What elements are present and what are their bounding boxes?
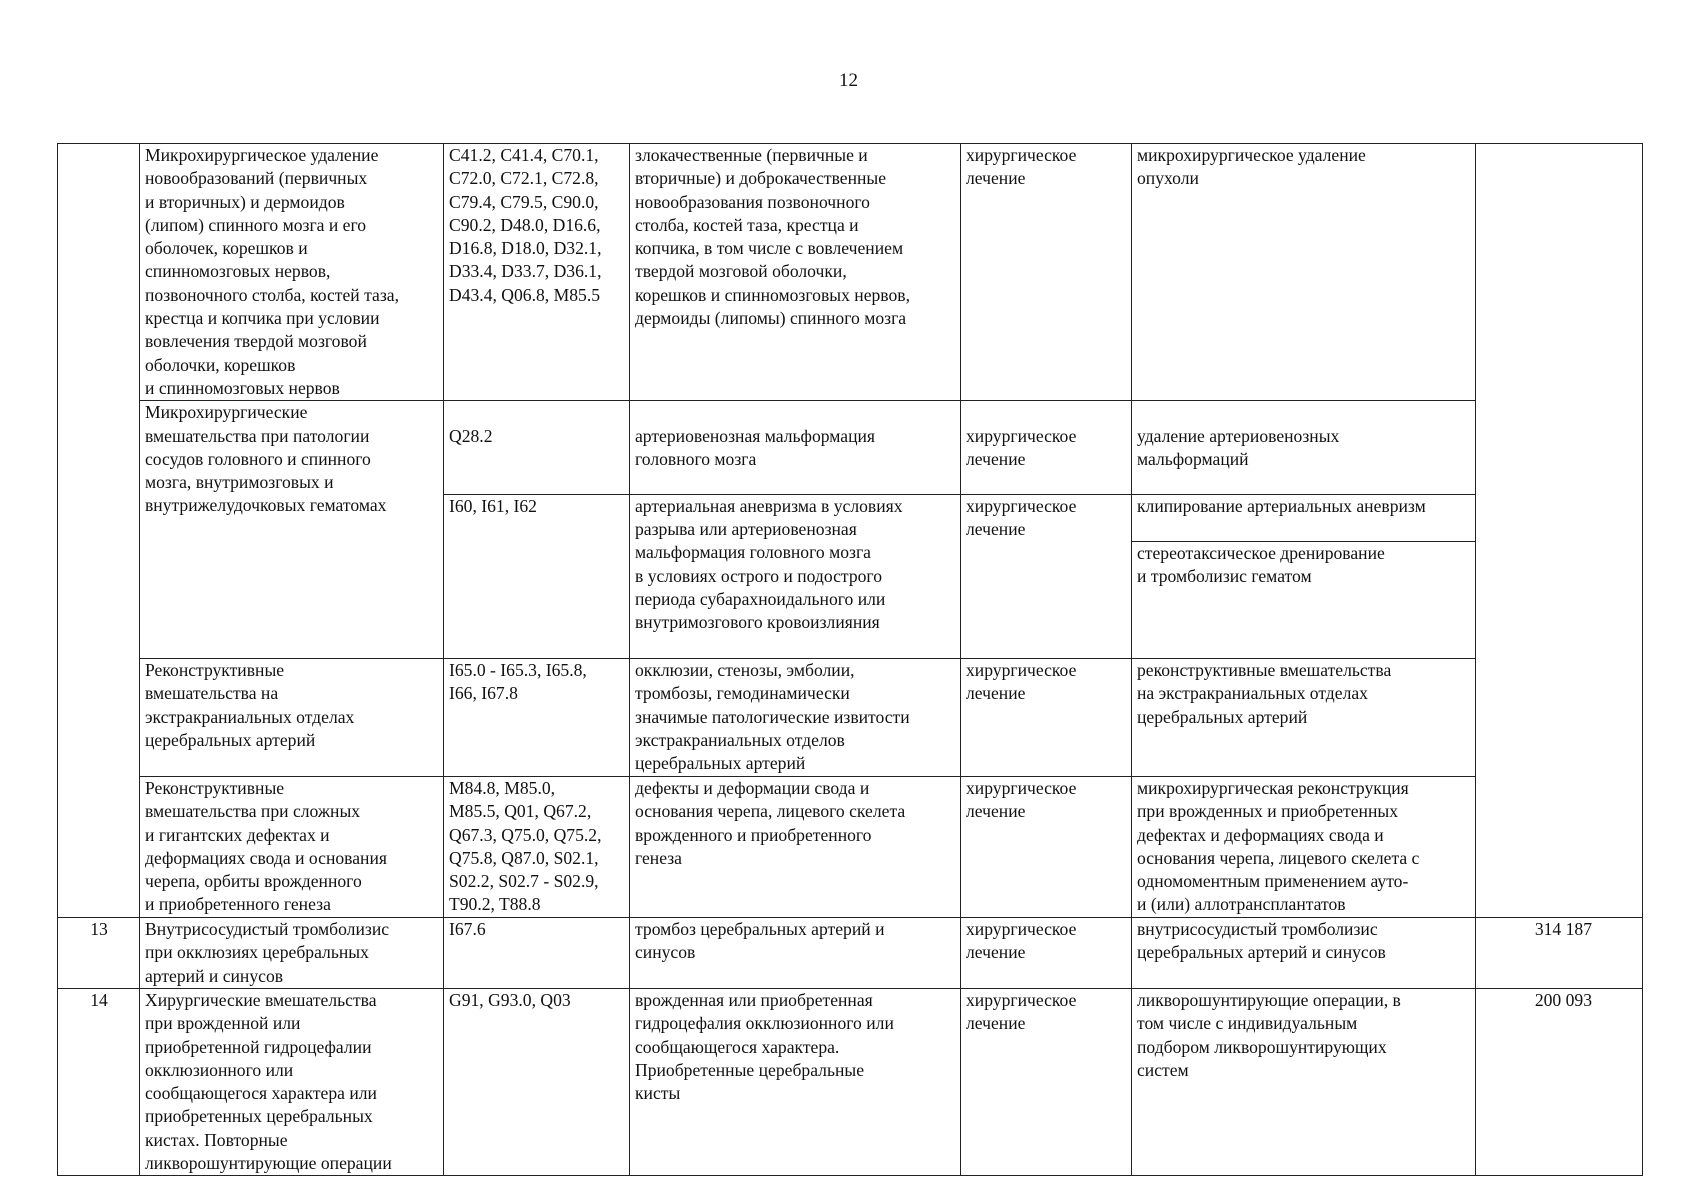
row-number-cell: [58, 144, 140, 918]
care-name-cell: Реконструктивные вмешательства при сложных и гигантских дефектах и деформациях свода и основания черепа, орбиты врожденного и приобретенного генеза: [140, 776, 444, 917]
care-name-cell: Хирургические вмешательства при врожденной или приобретенной гидроцефалии окклюзионного или сообщающегося характера или приобретенных церебральных кистах. Повторные ликворошунтирующие операции: [140, 988, 444, 1175]
cost-cell: [1476, 144, 1643, 918]
care-types-table: [57, 143, 1643, 1176]
treatment-method-cell: микрохирургическая реконструкция при врожденных и приобретенных дефектах и деформациях свода и основания черепа, лицевого скелета с одномоментным применением ауто- и (или) аллотрансплантатов: [1132, 776, 1476, 917]
treatment-type-cell: хирургическое лечение: [961, 988, 1132, 1175]
icd-codes-cell: I67.6: [444, 917, 630, 988]
icd-codes-cell: G91, G93.0, Q03: [444, 988, 630, 1175]
icd-codes-sub: Q28.2: [449, 425, 493, 446]
treatment-type-cell: хирургическое лечение: [961, 658, 1132, 776]
care-name-cell: Микрохирургическое удаление новообразований (первичных и вторичных) и дермоидов (липом) спинного мозга и его оболочек, корешков и спинномозговых нервов, позвоночного столба, костей таза, крестца и копчика при условии вовлечения твердой мозговой оболочки, корешков и спинномозговых нервов: [140, 144, 444, 401]
cost-cell: 314 187: [1476, 917, 1643, 988]
treatment-type-cell: [961, 401, 1132, 659]
treatment-type-sub: хирургическое лечение: [966, 425, 1077, 469]
treatment-method-cell: ликворошунтирующие операции, в том числе с индивидуальным подбором ликворошунтирующих систем: [1132, 988, 1476, 1175]
patient-model-cell: злокачественные (первичные и вторичные) и доброкачественные новообразования позвоночного столба, костей таза, крестца и копчика, в том числе с вовлечением твердой мозговой оболочки, корешков и спинномозговых нервов, дермоиды (липомы) спинного мозга: [630, 144, 961, 401]
icd-codes-cell: C41.2, C41.4, C70.1, C72.0, C72.1, C72.8, C79.4, C79.5, C90.0, C90.2, D48.0, D16.6, D16.8, D18.0, D32.1, D33.4, D33.7, D36.1, D43.4, Q06.8, M85.5: [444, 144, 630, 401]
treatment-method-cell: [1132, 401, 1476, 659]
patient-model-cell: [630, 401, 961, 659]
icd-codes-cell: M84.8, M85.0, M85.5, Q01, Q67.2, Q67.3, Q75.0, Q75.2, Q75.8, Q87.0, S02.1, S02.2, S02.7 - S02.9, T90.2, T88.8: [444, 776, 630, 917]
table-row: [58, 144, 1643, 401]
care-name-cell: Микрохирургические вмешательства при патологии сосудов головного и спинного мозга, внутримозговых и внутрижелудочковых гематомах: [140, 401, 444, 659]
icd-codes-sub: I60, I61, I62: [444, 494, 629, 518]
icd-codes-cell: I65.0 - I65.3, I65.8, I66, I67.8: [444, 658, 630, 776]
table-row: [58, 988, 1643, 1175]
icd-codes-cell: [444, 401, 630, 659]
care-name-cell: Внутрисосудистый тромболизис при окклюзиях церебральных артерий и синусов: [140, 917, 444, 988]
patient-model-sub: артериальная аневризма в условиях разрыва или артериовенозная мальформация головного мозга в условиях острого и подострого периода субарахноидального или внутримозгового кровоизлияния: [630, 494, 960, 635]
treatment-type-cell: хирургическое лечение: [961, 917, 1132, 988]
table-row: [58, 401, 1643, 659]
treatment-type-cell: хирургическое лечение: [961, 776, 1132, 917]
patient-model-cell: окклюзии, стенозы, эмболии, тромбозы, гемодинамически значимые патологические извитости экстракраниальных отделов церебральных артерий: [630, 658, 961, 776]
cost-cell: 200 093: [1476, 988, 1643, 1175]
patient-model-sub: артериовенозная мальформация головного мозга: [635, 425, 876, 469]
row-number-cell: 13: [58, 917, 140, 988]
treatment-method-sub: стереотаксическое дренирование и тромболизис гематом: [1132, 541, 1475, 589]
patient-model-cell: тромбоз церебральных артерий и синусов: [630, 917, 961, 988]
table-row: [58, 776, 1643, 917]
patient-model-cell: врожденная или приобретенная гидроцефалия окклюзионного или сообщающегося характера. Приобретенные церебральные кисты: [630, 988, 961, 1175]
page-number: 12: [839, 70, 858, 91]
treatment-method-cell: микрохирургическое удаление опухоли: [1132, 144, 1476, 401]
treatment-type-cell: хирургическое лечение: [961, 144, 1132, 401]
care-name-cell: Реконструктивные вмешательства на экстракраниальных отделах церебральных артерий: [140, 658, 444, 776]
treatment-method-sub: удаление артериовенозных мальформаций: [1137, 425, 1340, 469]
table-row: [58, 917, 1643, 988]
treatment-method-sub: клипирование артериальных аневризм: [1132, 494, 1475, 518]
treatment-method-cell: реконструктивные вмешательства на экстракраниальных отделах церебральных артерий: [1132, 658, 1476, 776]
row-number-cell: 14: [58, 988, 140, 1175]
treatment-type-sub: хирургическое лечение: [961, 494, 1131, 542]
table-row: [58, 658, 1643, 776]
treatment-method-cell: внутрисосудистый тромболизис церебральных артерий и синусов: [1132, 917, 1476, 988]
patient-model-cell: дефекты и деформации свода и основания черепа, лицевого скелета врожденного и приобретенного генеза: [630, 776, 961, 917]
